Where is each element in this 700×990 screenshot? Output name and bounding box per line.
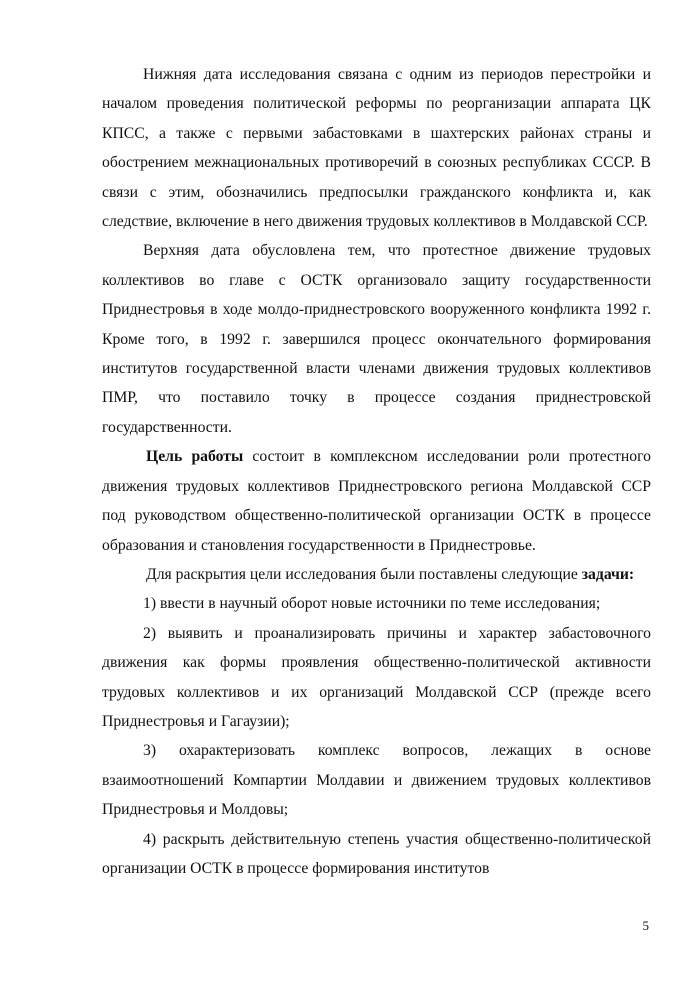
paragraph-upper-date: Верхняя дата обусловлена тем, что протестное движение трудовых коллективов во главе с ОСТК организовало защиту государственности Приднестровья в ходе молдо-приднестровского вооруженного конфликта 1992 г. Кроме того, в 1992 г. завершился процесс окончательного формирования институтов государственной власти членами движения трудовых коллективов ПМР, что поставило точку в процессе создания приднестровской государственности. xyxy=(102,242,651,436)
goal-heading: Цель работы xyxy=(146,448,244,466)
goal-text: состоит в комплексном исследовании роли протестного движения трудовых коллективов Приднестровского региона Молдавской ССР под руководством общественно-политической организации ОСТК в процессе образования и становления государственности в Приднестровье. xyxy=(102,448,652,554)
task-item-3: 3) охарактеризовать комплекс вопросов, лежащих в основе взаимоотношений Компартии Молдавии и движением трудовых коллективов Приднестровья и Молдовы; xyxy=(102,742,651,819)
paragraph-lower-date: Нижняя дата исследования связана с одним из периодов перестройки и началом проведения политической реформы по реорганизации аппарата ЦК КПСС, а также с первыми забастовками в шахтерских районах страны и обострением межнациональных противоречий в союзных республиках СССР. В связи с этим, обозначились предпосылки гражданского конфликта и, как следствие, включение в него движения трудовых коллективов в Молдавской ССР. xyxy=(102,66,651,231)
page-number: 5 xyxy=(642,918,649,933)
tasks-intro-text: Для раскрытия цели исследования были поставлены следующие xyxy=(146,565,582,583)
task-item-2: 2) выявить и проанализировать причины и характер забастовочного движения как формы проявления общественно-политической активности трудовых коллективов и их организаций Молдавской ССР (прежде всего Приднестровья и Гагаузии); xyxy=(102,624,651,730)
task-item-1: 1) ввести в научный оборот новые источники по теме исследования; xyxy=(143,595,601,613)
paragraph-goal xyxy=(102,442,651,560)
body-text xyxy=(102,60,651,883)
task-item-4: 4) раскрыть действительную степень участия общественно-политической организации ОСТК в процессе формирования институтов xyxy=(102,830,651,877)
tasks-heading: задачи: xyxy=(581,565,635,583)
paragraph-tasks-intro xyxy=(102,560,651,589)
